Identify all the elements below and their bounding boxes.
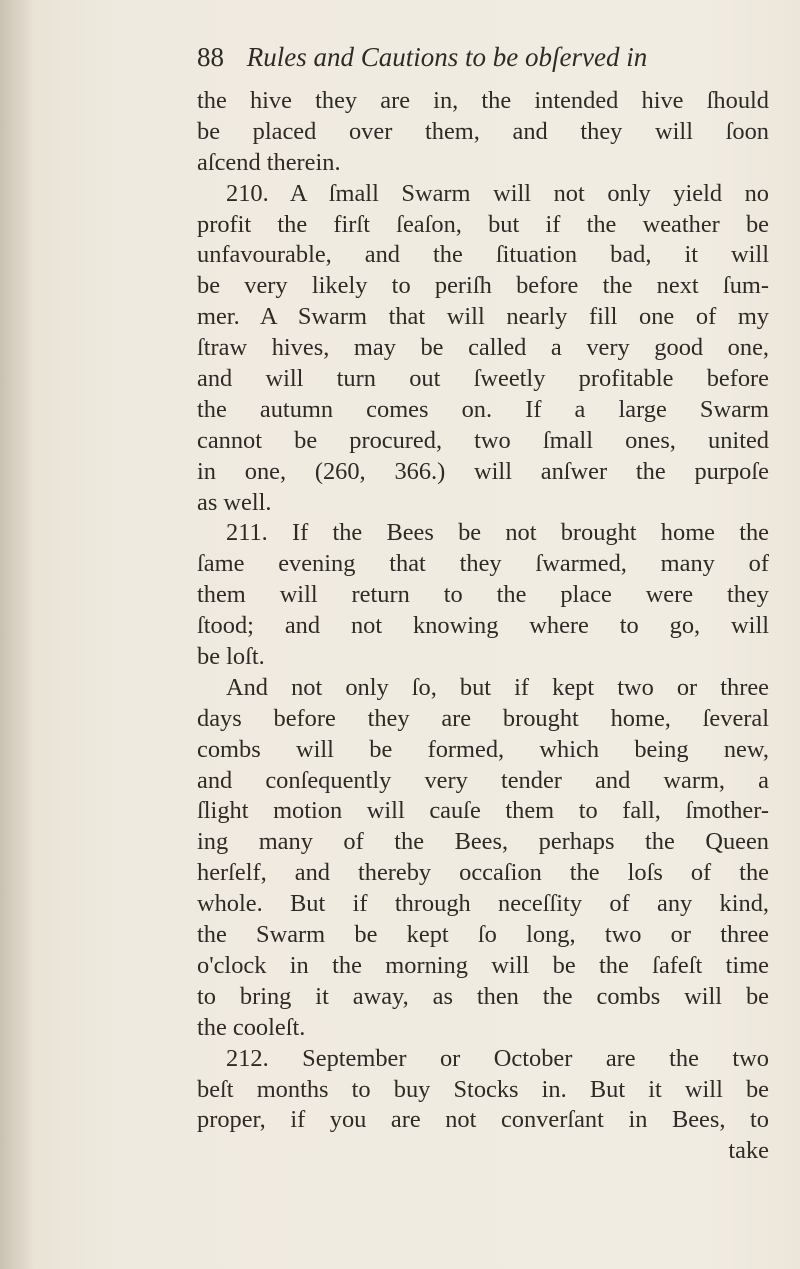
text-line: proper, if you are not converſant in Bees, to — [197, 1106, 769, 1134]
text-line: beſt months to buy Stocks in. But it will be — [197, 1075, 769, 1103]
paragraph-212-start: 212. September or October are the two — [226, 1044, 769, 1072]
text-line: the hive they are in, the intended hive ſhould — [197, 87, 769, 114]
text-line: mer. A Swarm that will nearly fill one of my — [197, 303, 769, 331]
text-line: unfavourable, and the ſituation bad, it will — [197, 241, 769, 269]
text-line: herſelf, and thereby occaſion the loſs of the — [197, 859, 769, 887]
paragraph-211-start: 211. If the Bees be not brought home the — [226, 519, 769, 547]
page-gutter-shadow — [0, 0, 34, 1269]
text-line: cannot be procured, two ſmall ones, united — [197, 426, 769, 454]
text-line: the cooleſt. — [197, 1013, 306, 1041]
paragraph-start: And not only ſo, but if kept two or three — [226, 673, 769, 701]
text-line: and conſequently very tender and warm, a — [197, 766, 769, 794]
text-line: in one, (260, 366.) will anſwer the purpoſe — [197, 457, 769, 485]
text-line: combs will be formed, which being new, — [197, 735, 769, 763]
text-line: them will return to the place were they — [197, 581, 769, 609]
text-line: ſtood; and not knowing where to go, will — [197, 612, 769, 640]
text-line: the autumn comes on. If a large Swarm — [197, 395, 769, 423]
page-header — [197, 40, 757, 74]
text-line: whole. But if through neceſſity of any kind, — [197, 890, 769, 918]
text-line: ſame evening that they ſwarmed, many of — [197, 550, 769, 578]
paragraph-210-start: 210. A ſmall Swarm will not only yield no — [226, 179, 769, 207]
body-text — [197, 86, 769, 1167]
text-line: aſcend therein. — [197, 148, 341, 176]
text-line: ſlight motion will cauſe them to fall, ſmother- — [197, 797, 769, 825]
text-line: as well. — [197, 488, 272, 516]
text-line: be placed over them, and they will ſoon — [197, 117, 769, 145]
text-line: and will turn out ſweetly profitable before — [197, 365, 769, 393]
catchword: take — [728, 1137, 769, 1165]
text-line: days before they are brought home, ſeveral — [197, 704, 769, 732]
text-line: be very likely to periſh before the next ſum- — [197, 272, 769, 300]
text-line: be loſt. — [197, 643, 265, 671]
text-line: ſtraw hives, may be called a very good one, — [197, 334, 769, 362]
running-title: Rules and Cautions to be obſerved in — [246, 42, 648, 72]
text-line: profit the firſt ſeaſon, but if the weather be — [197, 210, 769, 238]
text-line: ing many of the Bees, perhaps the Queen — [197, 828, 769, 856]
text-line: to bring it away, as then the combs will be — [197, 982, 769, 1010]
page-number: 88 — [197, 42, 224, 72]
text-line: o'clock in the morning will be the ſafeſt time — [197, 951, 769, 979]
text-line: the Swarm be kept ſo long, two or three — [197, 921, 769, 949]
